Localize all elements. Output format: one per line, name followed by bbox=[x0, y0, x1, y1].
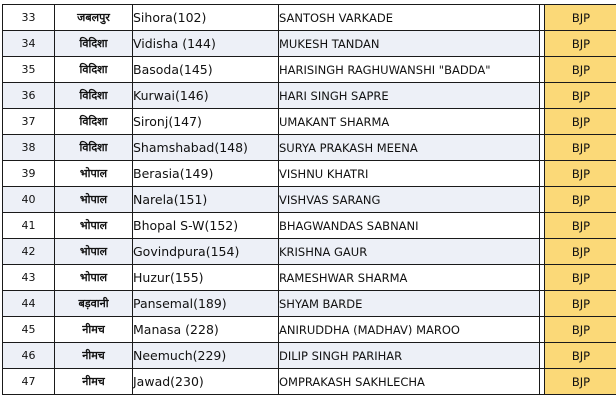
candidate-name-cell: KRISHNA GAUR bbox=[279, 239, 540, 265]
serial-number-cell: 44 bbox=[3, 291, 55, 317]
district-cell: बड़वानी bbox=[55, 291, 133, 317]
candidate-name-cell: ANIRUDDHA (MADHAV) MAROO bbox=[279, 317, 540, 343]
district-cell: नीमच bbox=[55, 317, 133, 343]
party-cell: BJP bbox=[545, 31, 616, 57]
candidate-name-cell: BHAGWANDAS SABNANI bbox=[279, 213, 540, 239]
serial-number-cell: 45 bbox=[3, 317, 55, 343]
constituency-cell: Manasa (228) bbox=[133, 317, 279, 343]
constituency-cell: Berasia(149) bbox=[133, 161, 279, 187]
constituency-cell: Sihora(102) bbox=[133, 5, 279, 31]
party-cell: BJP bbox=[545, 291, 616, 317]
candidate-name-cell: SURYA PRAKASH MEENA bbox=[279, 135, 540, 161]
party-cell: BJP bbox=[545, 213, 616, 239]
district-cell: नीमच bbox=[55, 343, 133, 369]
constituency-cell: Bhopal S-W(152) bbox=[133, 213, 279, 239]
serial-number-cell: 38 bbox=[3, 135, 55, 161]
party-cell: BJP bbox=[545, 369, 616, 395]
district-cell: भोपाल bbox=[55, 161, 133, 187]
candidate-name-cell: RAMESHWAR SHARMA bbox=[279, 265, 540, 291]
constituency-cell: Basoda(145) bbox=[133, 57, 279, 83]
table-row bbox=[3, 265, 616, 291]
serial-number-cell: 43 bbox=[3, 265, 55, 291]
constituency-cell: Sironj(147) bbox=[133, 109, 279, 135]
serial-number-cell: 41 bbox=[3, 213, 55, 239]
constituency-cell: Pansemal(189) bbox=[133, 291, 279, 317]
party-cell: BJP bbox=[545, 265, 616, 291]
constituency-cell: Kurwai(146) bbox=[133, 83, 279, 109]
table-row bbox=[3, 213, 616, 239]
constituency-cell: Jawad(230) bbox=[133, 369, 279, 395]
party-cell: BJP bbox=[545, 57, 616, 83]
district-cell: भोपाल bbox=[55, 187, 133, 213]
constituency-cell: Vidisha (144) bbox=[133, 31, 279, 57]
constituency-cell: Huzur(155) bbox=[133, 265, 279, 291]
party-cell: BJP bbox=[545, 83, 616, 109]
table-row bbox=[3, 291, 616, 317]
serial-number-cell: 39 bbox=[3, 161, 55, 187]
district-cell: भोपाल bbox=[55, 239, 133, 265]
table-row bbox=[3, 31, 616, 57]
district-cell: विदिशा bbox=[55, 135, 133, 161]
serial-number-cell: 34 bbox=[3, 31, 55, 57]
candidate-name-cell: HARI SINGH SAPRE bbox=[279, 83, 540, 109]
district-cell: विदिशा bbox=[55, 109, 133, 135]
district-cell: नीमच bbox=[55, 369, 133, 395]
party-cell: BJP bbox=[545, 161, 616, 187]
serial-number-cell: 35 bbox=[3, 57, 55, 83]
party-cell: BJP bbox=[545, 343, 616, 369]
table-row bbox=[3, 317, 616, 343]
table-row bbox=[3, 83, 616, 109]
table-row bbox=[3, 5, 616, 31]
table-row bbox=[3, 187, 616, 213]
constituency-cell: Narela(151) bbox=[133, 187, 279, 213]
candidate-name-cell: VISHVAS SARANG bbox=[279, 187, 540, 213]
party-cell: BJP bbox=[545, 187, 616, 213]
candidate-name-cell: UMAKANT SHARMA bbox=[279, 109, 540, 135]
candidate-name-cell: DILIP SINGH PARIHAR bbox=[279, 343, 540, 369]
constituency-cell: Govindpura(154) bbox=[133, 239, 279, 265]
constituency-cell: Neemuch(229) bbox=[133, 343, 279, 369]
serial-number-cell: 46 bbox=[3, 343, 55, 369]
district-cell: विदिशा bbox=[55, 83, 133, 109]
candidate-name-cell: MUKESH TANDAN bbox=[279, 31, 540, 57]
constituency-cell: Shamshabad(148) bbox=[133, 135, 279, 161]
party-cell: BJP bbox=[545, 135, 616, 161]
district-cell: भोपाल bbox=[55, 265, 133, 291]
candidate-list-table bbox=[2, 4, 616, 395]
table-row bbox=[3, 161, 616, 187]
serial-number-cell: 37 bbox=[3, 109, 55, 135]
table-row bbox=[3, 135, 616, 161]
serial-number-cell: 36 bbox=[3, 83, 55, 109]
party-cell: BJP bbox=[545, 109, 616, 135]
table-row bbox=[3, 369, 616, 395]
district-cell: विदिशा bbox=[55, 31, 133, 57]
candidate-name-cell: SANTOSH VARKADE bbox=[279, 5, 540, 31]
serial-number-cell: 33 bbox=[3, 5, 55, 31]
table-row bbox=[3, 109, 616, 135]
candidate-name-cell: VISHNU KHATRI bbox=[279, 161, 540, 187]
serial-number-cell: 42 bbox=[3, 239, 55, 265]
district-cell: भोपाल bbox=[55, 213, 133, 239]
serial-number-cell: 47 bbox=[3, 369, 55, 395]
party-cell: BJP bbox=[545, 5, 616, 31]
table-body bbox=[3, 5, 616, 395]
district-cell: विदिशा bbox=[55, 57, 133, 83]
table-row bbox=[3, 239, 616, 265]
serial-number-cell: 40 bbox=[3, 187, 55, 213]
candidate-name-cell: OMPRAKASH SAKHLECHA bbox=[279, 369, 540, 395]
candidate-name-cell: SHYAM BARDE bbox=[279, 291, 540, 317]
candidate-name-cell: HARISINGH RAGHUWANSHI "BADDA" bbox=[279, 57, 540, 83]
party-cell: BJP bbox=[545, 239, 616, 265]
table-row bbox=[3, 57, 616, 83]
district-cell: जबलपुर bbox=[55, 5, 133, 31]
table-row bbox=[3, 343, 616, 369]
party-cell: BJP bbox=[545, 317, 616, 343]
